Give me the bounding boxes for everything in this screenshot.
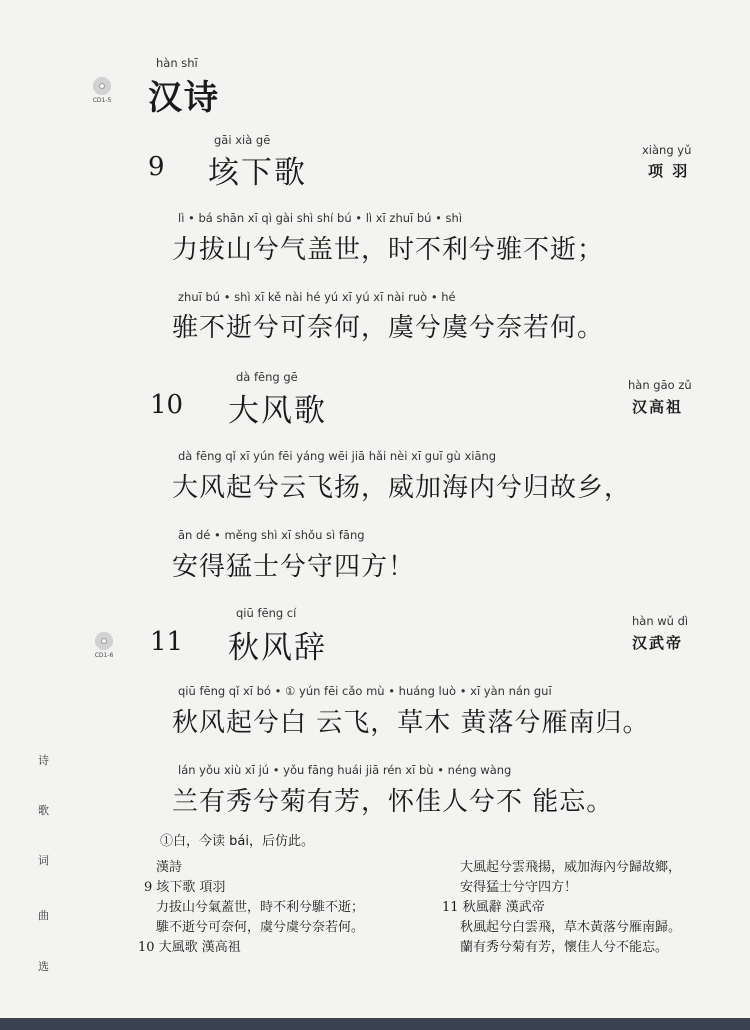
- poem10-line1: 大风起兮云飞扬，威加海内兮归故乡，: [172, 473, 632, 503]
- poem11-title-pinyin: qiū fēng cí: [236, 606, 297, 620]
- section-title-pinyin: hàn shī: [156, 56, 198, 70]
- poem11-line2: 兰有秀兮菊有芳，怀佳人兮不 能忘。: [172, 787, 614, 817]
- side-label-2: 歌: [38, 804, 49, 817]
- poem9-line2-pinyin: zhuī bú • shì xī kě nài hé yú xī yú xī nài ruò • hé: [178, 290, 456, 304]
- poem11-title: 秋风辞: [228, 630, 327, 666]
- cd-disc-icon: [95, 632, 113, 650]
- side-label-5: 选: [38, 960, 49, 973]
- side-label-4: 曲: [38, 909, 49, 922]
- poem9-title: 垓下歌: [208, 155, 307, 191]
- cd-track-icon-bottom: [92, 632, 116, 659]
- section-title: 汉诗: [148, 78, 220, 118]
- poem9-author-pinyin: xiàng yǔ: [642, 143, 692, 157]
- cd-disc-icon: [93, 77, 111, 95]
- footnote-pinyin: bái: [229, 834, 249, 849]
- poem11-number: 11: [150, 627, 184, 657]
- traditional-line: 10 大風歌 漢高祖: [138, 940, 241, 955]
- side-label-3: 词: [38, 854, 49, 867]
- poem10-title: 大风歌: [228, 393, 327, 429]
- traditional-line: 安得猛士兮守四方！: [460, 880, 578, 895]
- traditional-line: 秋風起兮白雲飛，草木黃落兮雁南歸。: [460, 920, 682, 935]
- bottom-strip: [0, 1018, 750, 1030]
- poem10-line1-pinyin: dà fēng qǐ xī yún fēi yáng wēi jiā hǎi nèi xī guī gù xiāng: [178, 449, 497, 463]
- poem9-author: 项 羽: [648, 162, 690, 180]
- traditional-line: 力拔山兮氣蓋世，時不利兮騅不逝；: [156, 900, 365, 915]
- cd-track-label-bottom: CD1-6: [94, 652, 114, 659]
- traditional-right-column: [442, 858, 682, 958]
- traditional-line: 蘭有秀兮菊有芳，懷佳人兮不能忘。: [460, 940, 669, 955]
- poem10-line2: 安得猛士兮守四方！: [172, 552, 416, 582]
- traditional-line: 漢詩: [156, 860, 183, 875]
- footnote: [160, 830, 314, 849]
- poem9-number: 9: [148, 152, 165, 182]
- poem10-line2-pinyin: ān dé • měng shì xī shǒu sì fāng: [178, 528, 365, 542]
- cd-track-label-top: CD1-5: [92, 97, 112, 104]
- poem9-line2: 骓不逝兮可奈何，虞兮虞兮奈若何。: [172, 313, 605, 343]
- side-label-1: 诗: [38, 754, 49, 767]
- traditional-line: 騅不逝兮可奈何，虞兮虞兮奈若何。: [156, 920, 365, 935]
- poem10-number: 10: [150, 390, 184, 420]
- footnote-marker: ①: [160, 834, 174, 849]
- traditional-line: 11 秋風辭 漢武帝: [442, 900, 545, 915]
- poem9-line1-pinyin: lì • bá shān xī qì gài shì shí bú • lì xī zhuī bú • shì: [178, 211, 463, 225]
- poem10-author: 汉高祖: [632, 398, 684, 416]
- footnote-text-after: ，后仿此。: [249, 834, 315, 849]
- poem11-line1: 秋风起兮白 云飞，草木 黄落兮雁南归。: [172, 708, 650, 738]
- poem9-line1: 力拔山兮气盖世，时不利兮骓不逝；: [172, 235, 605, 265]
- poem10-author-pinyin: hàn gāo zǔ: [628, 378, 692, 392]
- cd-track-icon-top: [90, 77, 114, 104]
- traditional-left-column: [138, 858, 365, 958]
- poem11-line2-pinyin: lán yǒu xiù xī jú • yǒu fāng huái jiā rén xī bù • néng wàng: [178, 763, 512, 777]
- traditional-line: 9 垓下歌 項羽: [144, 880, 226, 895]
- footnote-text-before: 白，今读: [173, 834, 230, 849]
- poem11-author-pinyin: hàn wǔ dì: [632, 614, 689, 628]
- poem10-title-pinyin: dà fēng gē: [236, 370, 298, 384]
- poem11-author: 汉武帝: [632, 634, 684, 652]
- poem9-title-pinyin: gāi xià gē: [214, 133, 271, 147]
- traditional-line: 大風起兮雲飛揚，威加海內兮歸故鄉，: [460, 860, 682, 875]
- poem11-line1-pinyin: qiū fēng qǐ xī bó • ① yún fēi cǎo mù • huáng luò • xī yàn nán guī: [178, 684, 552, 698]
